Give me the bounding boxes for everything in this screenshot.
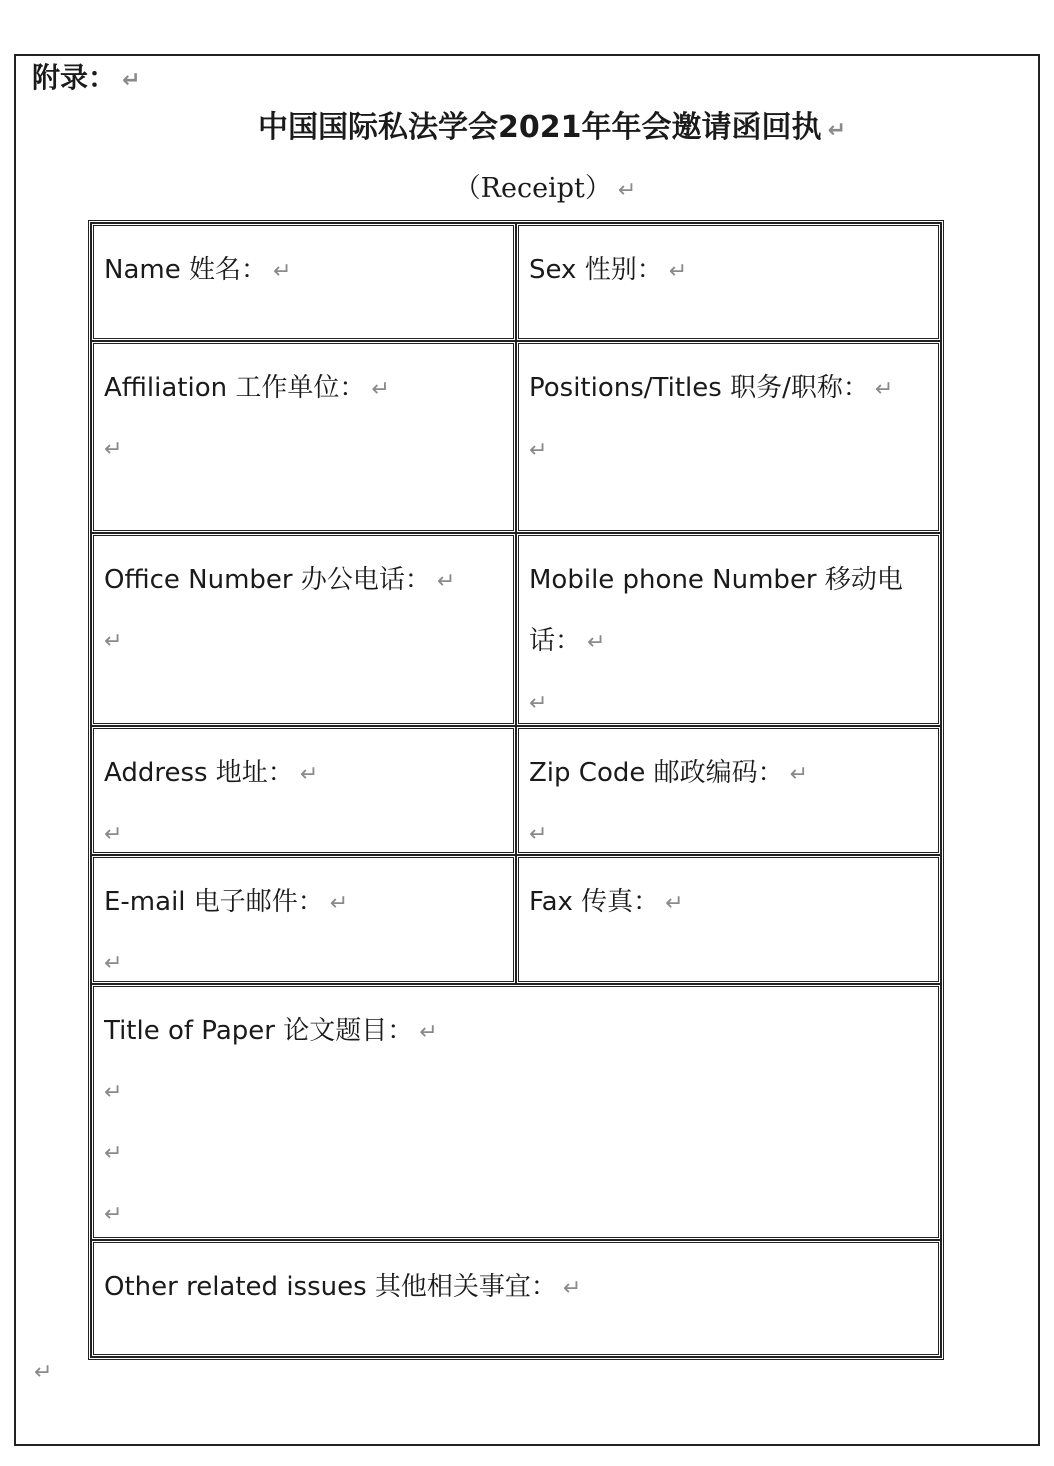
email-field[interactable] xyxy=(91,855,516,984)
address-field[interactable] xyxy=(91,726,516,855)
office-number-field[interactable] xyxy=(91,533,516,726)
fax-field[interactable] xyxy=(516,855,941,984)
zip-code-field[interactable] xyxy=(516,726,941,855)
paragraph-mark-icon: ↵ xyxy=(104,629,123,654)
paragraph-mark-icon: ↵ xyxy=(617,178,637,203)
other-issues-label: Other related issues 其他相关事宜： xyxy=(104,1272,557,1302)
email-label: E-mail 电子邮件： xyxy=(104,887,324,917)
paragraph-mark-icon: ↵ xyxy=(371,377,390,402)
document-title: 中国国际私法学会2021年年会邀请函回执 ↵ xyxy=(258,110,846,145)
paragraph-mark-icon: ↵ xyxy=(562,1276,582,1301)
paragraph-mark-icon: ↵ xyxy=(587,630,606,655)
name-field[interactable] xyxy=(91,223,516,341)
paragraph-mark-icon: ↵ xyxy=(529,691,548,716)
sex-field[interactable] xyxy=(516,223,941,341)
paragraph-mark-icon: ↵ xyxy=(668,259,688,284)
document-subtitle: （Receipt） ↵ xyxy=(453,173,637,204)
paragraph-mark-icon: ↵ xyxy=(299,762,319,787)
mobile-number-field[interactable] xyxy=(516,533,941,726)
paragraph-mark-icon: ↵ xyxy=(104,1141,123,1166)
title-of-paper-label: Title of Paper 论文题目： xyxy=(104,1016,414,1046)
name-label: Name 姓名： xyxy=(104,255,267,285)
affiliation-field[interactable] xyxy=(91,341,516,533)
paragraph-mark-icon: ↵ xyxy=(104,951,123,976)
receipt-form-table xyxy=(88,220,944,1360)
paragraph-mark-icon: ↵ xyxy=(34,1360,53,1385)
paragraph-mark-icon: ↵ xyxy=(436,569,456,594)
affiliation-label: Affiliation 工作单位： xyxy=(104,373,366,403)
fax-label: Fax 传真： xyxy=(529,887,660,917)
paragraph-mark-icon: ↵ xyxy=(122,68,141,93)
paragraph-mark-icon: ↵ xyxy=(104,1202,123,1227)
paragraph-mark-icon: ↵ xyxy=(789,762,809,787)
paragraph-mark-icon: ↵ xyxy=(104,1080,123,1105)
paragraph-mark-icon: ↵ xyxy=(104,437,123,462)
positions-label: Positions/Titles 职务/职称： xyxy=(529,373,869,403)
zip-code-label: Zip Code 邮政编码： xyxy=(529,758,784,788)
paragraph-mark-icon: ↵ xyxy=(827,118,846,143)
address-label: Address 地址： xyxy=(104,758,294,788)
paragraph-mark-icon: ↵ xyxy=(104,822,123,847)
mobile-number-label: Mobile phone Number 移动电话： xyxy=(529,565,903,656)
sex-label: Sex 性别： xyxy=(529,255,663,285)
title-of-paper-field[interactable] xyxy=(91,984,941,1240)
paragraph-mark-icon: ↵ xyxy=(874,377,894,402)
paragraph-mark-icon: ↵ xyxy=(329,891,349,916)
paragraph-mark-icon: ↵ xyxy=(272,259,292,284)
other-issues-field[interactable] xyxy=(91,1240,941,1357)
positions-field[interactable] xyxy=(516,341,941,533)
paragraph-mark-icon: ↵ xyxy=(529,822,548,847)
office-number-label: Office Number 办公电话： xyxy=(104,565,431,595)
paragraph-mark-icon: ↵ xyxy=(419,1020,438,1045)
paragraph-mark-icon: ↵ xyxy=(529,438,548,463)
appendix-label: 附录： ↵ xyxy=(32,61,141,94)
paragraph-mark-icon: ↵ xyxy=(665,891,684,916)
